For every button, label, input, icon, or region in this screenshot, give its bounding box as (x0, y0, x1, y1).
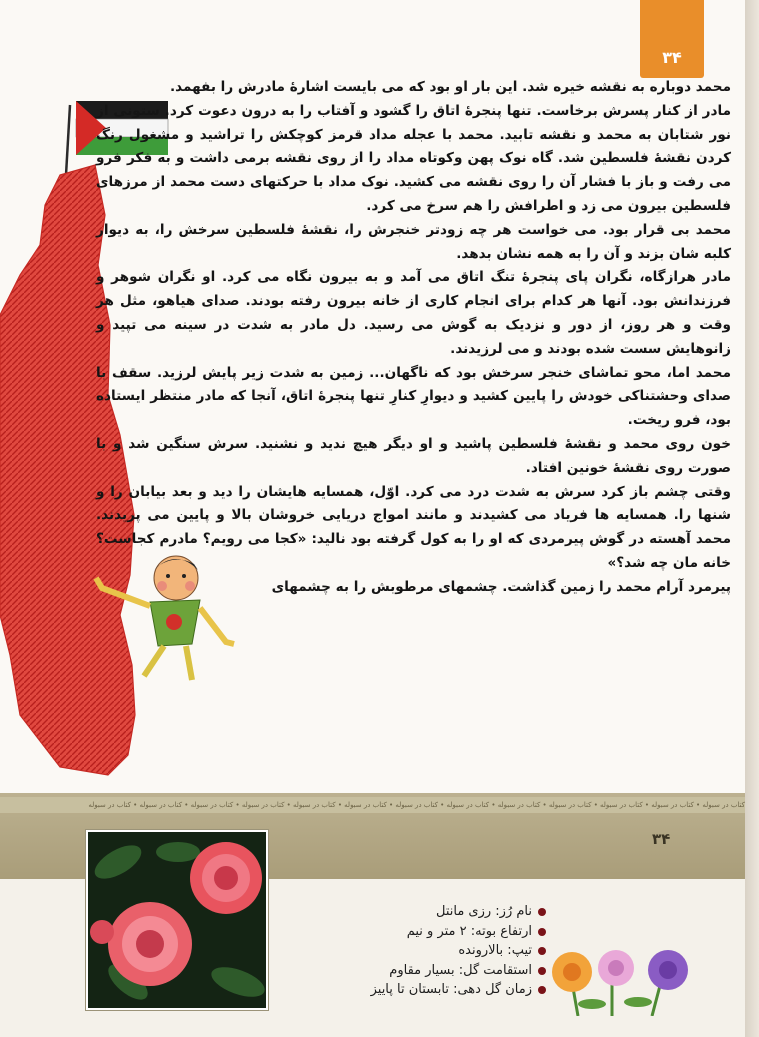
rose-photo (86, 830, 268, 1010)
paragraph: وقتی چشم باز کرد سرش به شدت درد می کرد. اوّل، همسایه هایشان را دید و بعد بیابان را و شنها را. همسایه ها فریاد می کشیدند و مانند امواج دریایی خروشان بالا و پایین می پریدند. محمد آهسته در گوش پیرمردی که او را به کول گرفته بود نالید: «کجا می رویم؟ مادرم کجاست؟ خانه مان چه شد؟» (96, 483, 731, 571)
bullet-icon (538, 908, 546, 916)
paragraph: محمد اما، محو تماشای خنجر سرخش بود که ناگهان... زمین به شدت زیر پایش لرزید. سقف با صدای وحشتناکی خودش را پایین کشید و دیوارِ کنارِ تنها پنجرهٔ اتاق، آنجا که مادر منتظر ایستاده بود، فرو ریخت. (96, 364, 731, 429)
pink-flower-icon (598, 950, 634, 986)
paragraph: مادر از کنار پسرش برخاست. تنها پنجرهٔ اتاق را گشود و آفتاب را به درون دعوت کرد. ستونی از نور شتابان به محمد و نقشه تابید. محمد با عجله مداد قرمز کوچکش را تراشید و مشغول رنگ کردن نقشهٔ فلسطین شد. گاه نوک پهن وکوتاه مداد را از روی نقشه برمی داشت و به فکر فرو می رفت و باز با فشار آن را روی نقشه می کشید. نوک مداد با حرکتهای دست محمد از مرزهای فلسطین بیرون می زد و اطرافش را هم سرخ می کرد. (96, 102, 731, 214)
list-item (320, 961, 546, 981)
orange-flower-icon (552, 952, 592, 992)
flowers-decoration (542, 942, 712, 1016)
page-number: ۳۴ (662, 48, 682, 67)
paragraph: مادر هرازگاه، نگران پای پنجرهٔ تنگ اتاق می آمد و به بیرون نگاه می کرد. او نگران شوهر و فرزندانش بود. آنها هر کدام برای انجام کاری از خانه بیرون رفته بودند. صدای هیاهو، مثل هر وقت و هر روز، از دور و نزدیک به گوش می رسید. دل مادر به شدت در سینه می تپید و زانوهایش سست شده بودند و می لرزیدند. (96, 269, 731, 357)
fact-text: استقامت گل: بسیار مقاوم (389, 962, 532, 978)
purple-flower-icon (648, 950, 688, 990)
list-item (320, 902, 546, 922)
list-item (320, 980, 546, 1000)
story-text (96, 76, 731, 600)
footer-page-number: ۳۴ (652, 830, 671, 848)
rose-facts-list (320, 902, 546, 1000)
page-edge (745, 0, 759, 1037)
list-item (320, 941, 546, 961)
rose-flower-icon (108, 902, 192, 986)
rose-flower-icon (190, 842, 262, 914)
fact-text: نام رُز: رزی مانتل (435, 904, 532, 919)
list-item (320, 922, 546, 942)
fact-text: ارتفاع بوته: ۲ متر و نیم (406, 923, 532, 939)
paragraph: محمد بی قرار بود. می خواست هر چه زودتر خنجرش را، نقشهٔ فلسطین سرخش را، به دیوار کلبه شان بزند و آن را به همه نشان بدهد. (96, 221, 731, 262)
paragraph: خون روی محمد و نقشهٔ فلسطین پاشید و او دیگر هیچ ندید و نشنید. سرش سنگین شد و با صورت روی نقشهٔ خونین افتاد. (96, 435, 731, 476)
fact-text: تیپ: بالارونده (458, 943, 532, 958)
paragraph: محمد دوباره به نقشه خیره شد. این بار او بود که می بایست اشارهٔ مادرش را بفهمد. (169, 79, 731, 95)
flag-pole (66, 105, 70, 175)
footer-strip: کتاب در سبوله • کتاب در سبوله • کتاب در سبوله • کتاب در سبوله • کتاب در سبوله • کتاب در سبوله • کتاب در سبوله • کتاب در سبوله • کتاب در سبوله • کتاب در سبوله • کتاب در سبوله • کتاب در سبوله • کتاب در سبوله (0, 797, 745, 813)
fact-text: زمان گل دهی: تابستان تا پاییز (370, 982, 532, 997)
paragraph: پیرمرد آرام محمد را زمین گذاشت. چشمهای مرطوبش را به چشمهای (271, 578, 731, 595)
bullet-icon (538, 928, 546, 936)
